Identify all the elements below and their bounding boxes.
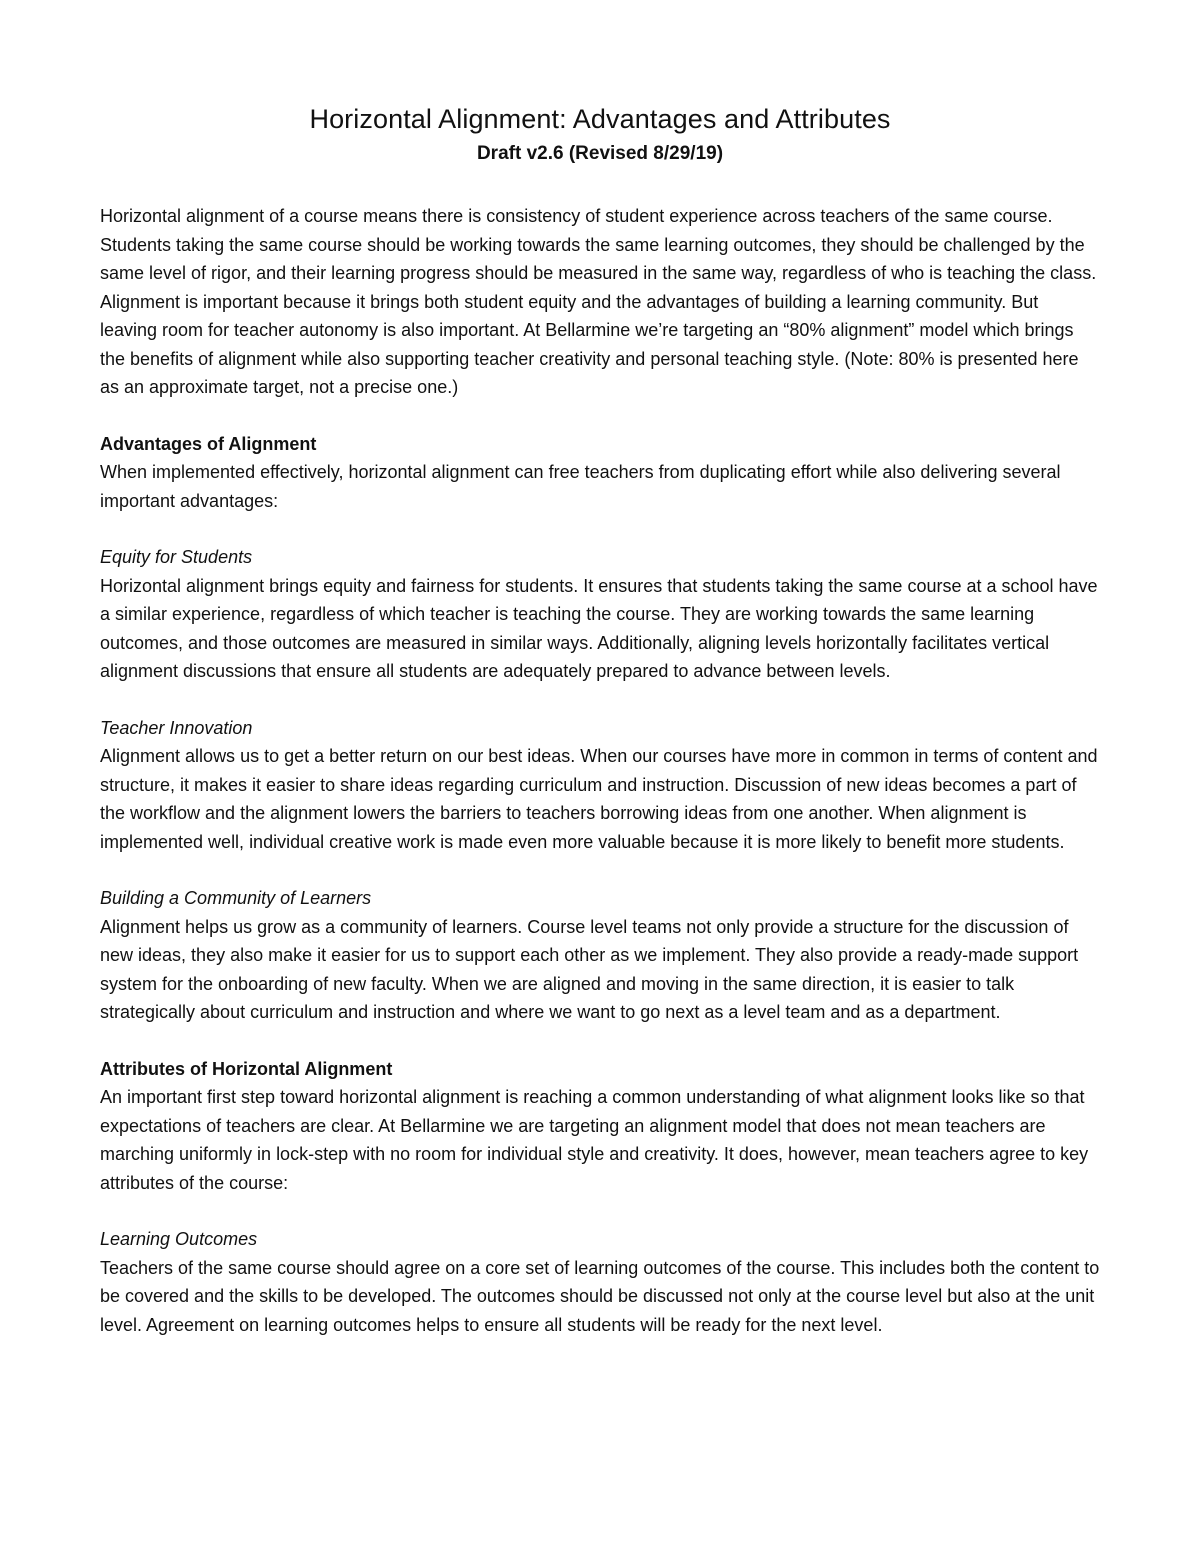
attributes-intro: An important first step toward horizontal alignment is reaching a common understanding of what alignment looks like so that expectations of teachers are clear. At Bellarmine we are targeting an alignment model that does not mean teachers are marching uniformly in lock-step with no room for individual style and creativity. It does, however, mean teachers agree to key attributes of the course:: [100, 1087, 1089, 1193]
attributes-section: [100, 1055, 1100, 1340]
intro-paragraph: Horizontal alignment of a course means there is consistency of student experience across teachers of the same course. Students taking the same course should be working towards the same learning outcomes, they should be challenged by the same level of rigor, and their learning progress should be measured in the same way, regardless of who is teaching the class. Alignment is important because it brings both student equity and the advantages of building a learning community. But leaving room for teacher autonomy is also important. At Bellarmine we’re targeting an “80% alignment” model which brings the benefits of alignment while also supporting teacher creativity and personal teaching style. (Note: 80% is presented here as an approximate target, not a precise one.): [100, 206, 1097, 397]
document-subtitle: Draft v2.6 (Revised 8/29/19): [476, 143, 724, 164]
community-heading: Building a Community of Learners: [100, 888, 372, 908]
advantages-heading: Advantages of Alignment: [100, 433, 317, 454]
advantages-section: [100, 430, 1100, 1027]
innovation-heading: Teacher Innovation: [100, 717, 253, 738]
outcomes-heading: Learning Outcomes: [100, 1229, 258, 1249]
equity-body: Horizontal alignment brings equity and fairness for students. It ensures that students taking the same course at a school have a similar experience, regardless of which teacher is teaching the course. They are working towards the same learning outcomes, and those outcomes are measured in similar ways. Additionally, aligning levels horizontally facilitates vertical alignment discussions that ensure all students are adequately prepared to advance between levels.: [100, 575, 1098, 681]
innovation-body: Alignment allows us to get a better return on our best ideas. When our courses have more in common in terms of content and structure, it makes it easier to share ideas regarding curriculum and instruction. Discussion of new ideas becomes a part of the workflow and the alignment lowers the barriers to teachers borrowing ideas from one another. When alignment is implemented well, individual creative work is made even more valuable because it is more likely to benefit more students.: [100, 746, 1098, 852]
advantages-intro: When implemented effectively, horizontal alignment can free teachers from duplicating effort while also delivering several important advantages:: [100, 462, 1061, 511]
community-body: Alignment helps us grow as a community of learners. Course level teams not only provide a structure for the discussion of new ideas, they also make it easier for us to support each other as we implement. They also provide a ready-made support system for the onboarding of new faculty. When we are aligned and moving in the same direction, it is easier to talk strategically about curriculum and instruction and where we want to go next as a level team and as a department.: [100, 916, 1079, 1022]
attributes-heading: Attributes of Horizontal Alignment: [100, 1058, 393, 1079]
outcomes-body: Teachers of the same course should agree on a core set of learning outcomes of the course. This includes both the content to be covered and the skills to be developed. The outcomes should be discussed not only at the course level but also at the unit level. Agreement on learning outcomes helps to ensure all students will be ready for the next level.: [100, 1257, 1100, 1335]
equity-heading: Equity for Students: [100, 547, 253, 567]
document-title: Horizontal Alignment: Advantages and Attributes: [309, 104, 891, 134]
